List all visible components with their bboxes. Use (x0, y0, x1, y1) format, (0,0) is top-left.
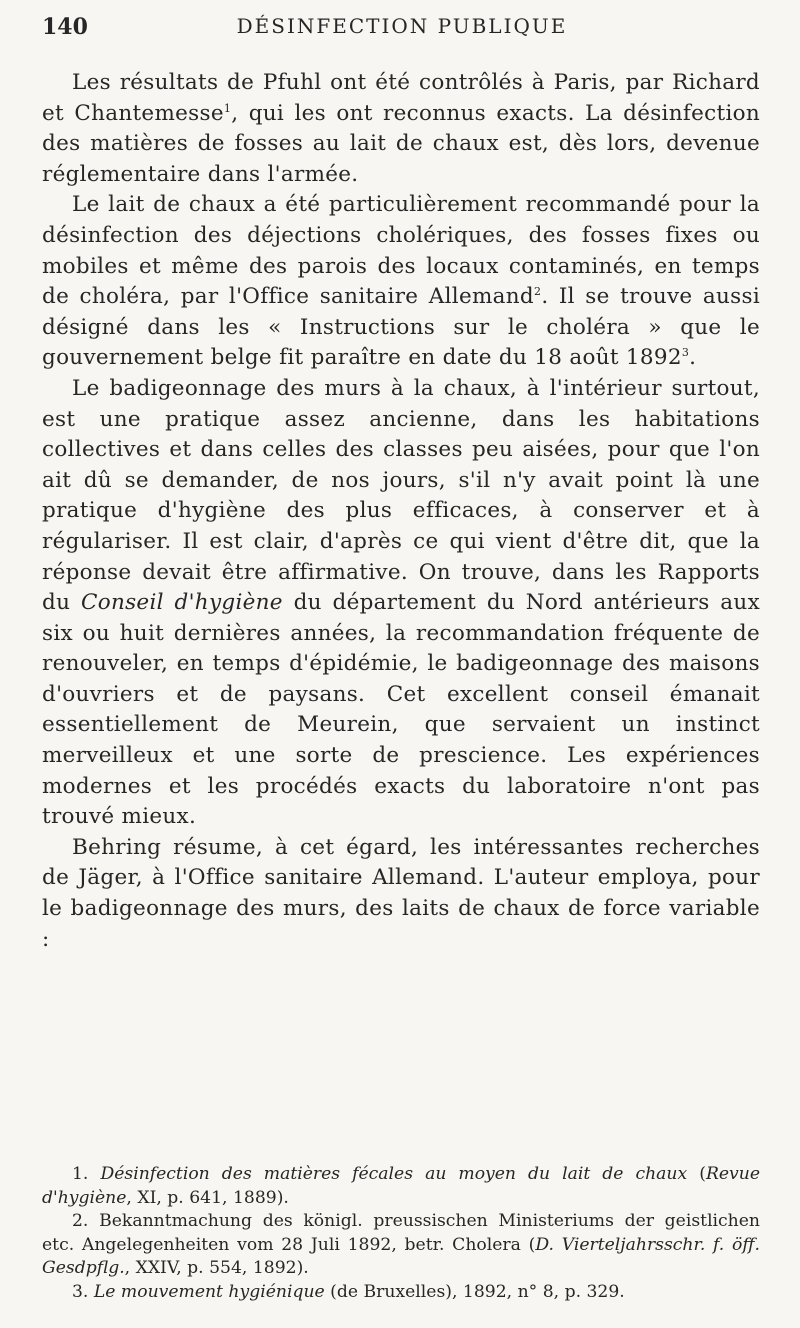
page-number: 140 (42, 14, 88, 40)
footnote-ref: 3 (681, 346, 690, 360)
footnote-number: 1. (72, 1164, 89, 1184)
footnote-text: , XI, p. 641, 1889). (126, 1187, 289, 1208)
footnote-text: (de Bruxelles), 1892, n° 8, p. 329. (324, 1281, 625, 1302)
footnote-3 (42, 1281, 760, 1305)
page-header (42, 14, 762, 50)
body-text (42, 68, 760, 955)
footnote-ref: 1 (223, 101, 232, 115)
paragraph-text: Le lait de chaux a été particulièrement recommandé pour la désinfection des déjections cholériques, des fosses fixes ou mobiles et même des parois des locaux contaminés, en temps de choléra, par l'Office sanitaire Allemand (42, 192, 760, 310)
paragraph-text: Behring résume, à cet égard, les intéressantes recherches de Jäger, à l'Office sanitaire Allemand. L'auteur employa, pour le badigeonnage des murs, des laits de chaux de force variable : (42, 834, 760, 952)
paragraph-3 (42, 374, 760, 833)
footnote-italic: Revue d'hygiène (42, 1164, 761, 1208)
footnote-italic: D. Vierteljahrsschr. f. öff. Gesdpflg. (42, 1234, 761, 1278)
footnote-text: Bekanntmachung des königl. preussischen Ministeriums der geistlichen etc. Angelegenheiten vom 28 Juli 1892, betr. Cholera ( (42, 1211, 760, 1255)
paragraph-text: , qui les ont reconnus exacts. La désinfection des matières de fosses au lait de chaux est, dès lors, devenue réglementaire dans l'armée. (42, 100, 761, 187)
paragraph-1 (42, 68, 760, 190)
footnote-1 (42, 1163, 760, 1210)
paragraph-text: Le badigeonnage des murs à la chaux, à l'intérieur surtout, est une pratique assez ancienne, dans les habitations collectives et dans celles des classes peu aisées, pour que l'on ait dû se demander, de nos jours, s'il n'y avait point là une pratique d'hygiène des plus efficaces, à conserver et à régulariser. Il est clair, d'après ce qui vient d'être dit, que la réponse devait être affirmative. On trouve, dans les Rapports du (42, 375, 760, 616)
paragraph-text: du département du Nord antérieurs aux six ou huit dernières années, la recommandation fréquente de renouveler, en temps d'épidémie, le badigeonnage des maisons d'ouvriers et de paysans. Cet excellent conseil émanait essentiellement de Meurein, que servaient un instinct merveilleux et une sorte de prescience. Les expériences modernes et les procédés exacts du laboratoire n'ont pas trouvé mieux. (42, 590, 760, 830)
paragraph-text: Les résultats de Pfuhl ont été contrôlés à Paris, par Richard et Chantemesse (42, 70, 760, 126)
footnote-italic: Le mouvement hygiénique (93, 1281, 325, 1302)
paragraph-text: . Il se trouve aussi désigné dans les « Instructions sur le choléra » que le gouvernement belge fit paraître en date du 18 août 1892 (42, 284, 761, 371)
footnote-text: ( (687, 1164, 706, 1184)
footnote-italic: Désinfection des matières fécales au moyen du lait de chaux (100, 1164, 688, 1184)
footnote-ref: 2 (534, 285, 542, 298)
italic-title: Conseil d'hygiène (80, 590, 283, 616)
footnote-text: , XXIV, p. 554, 1892). (124, 1258, 309, 1278)
footnote-number: 3. (72, 1281, 89, 1302)
paragraph-2 (42, 190, 760, 374)
paragraph-4 (42, 833, 760, 955)
footnote-number: 2. (72, 1211, 89, 1231)
footnotes (42, 1163, 760, 1304)
paragraph-text: . (689, 345, 697, 371)
running-title: DÉSINFECTION PUBLIQUE (236, 14, 568, 38)
footnote-2 (42, 1210, 760, 1281)
